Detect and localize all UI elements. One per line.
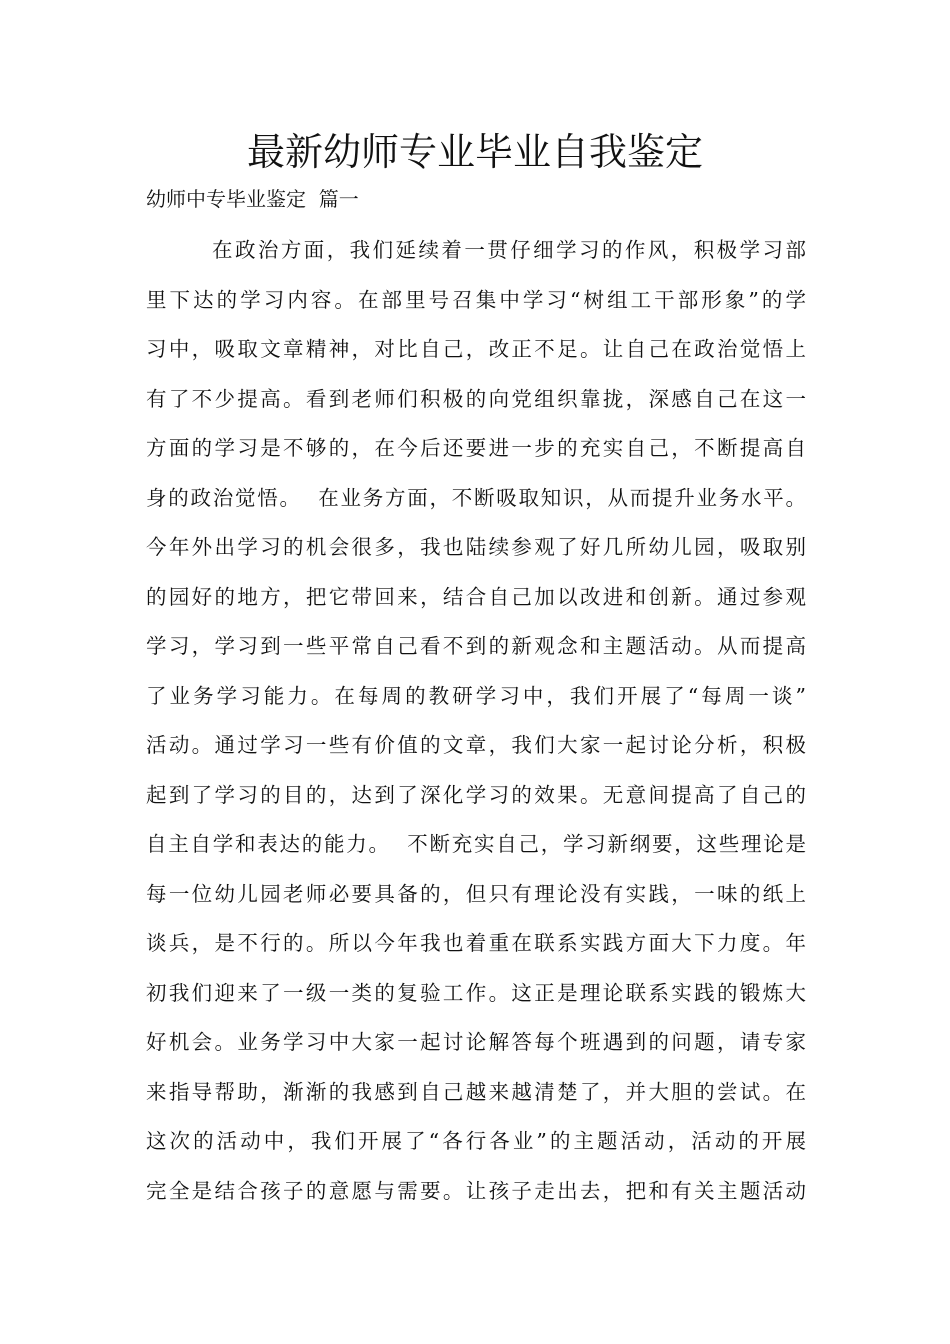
text-line: 学习，学习到一些平常自己看不到的新观念和主题活动。从而提高 — [146, 634, 806, 658]
page-title: 最新幼师专业毕业自我鉴定 — [246, 130, 703, 174]
text-line: 每一位幼儿园老师必要具备的，但只有理论没有实践，一味的纸上 — [146, 881, 806, 906]
text-line: 有了不少提高。看到老师们积极的向党组织靠拢，深感自己在这一 — [146, 386, 806, 411]
text-line: 里下达的学习内容。在部里号召集中学习“树组工干部形象”的学 — [146, 287, 806, 312]
body-text — [146, 234, 806, 1224]
text-line: 初我们迎来了一级一类的复验工作。这正是理论联系实践的锻炼大 — [146, 980, 806, 1005]
text-line: 这次的活动中，我们开展了“各行各业”的主题活动，活动的开展 — [146, 1129, 806, 1153]
text-line: 了业务学习能力。在每周的教研学习中，我们开展了“每周一谈” — [146, 683, 806, 708]
text-line: 好机会。业务学习中大家一起讨论解答每个班遇到的问题，请专家 — [146, 1030, 806, 1054]
text-line: 身的政治觉悟。 在业务方面，不断吸取知识，从而提升业务水平。 — [146, 485, 806, 510]
text-line: 习中，吸取文章精神，对比自己，改正不足。让自己在政治觉悟上 — [146, 337, 806, 361]
text-line: 起到了学习的目的，达到了深化学习的效果。无意间提高了自己的 — [146, 782, 806, 807]
text-line: 的园好的地方，把它带回来，结合自己加以改进和创新。通过参观 — [146, 584, 806, 609]
text-line: 方面的学习是不够的，在今后还要进一步的充实自己，不断提高自 — [146, 436, 806, 460]
text-line: 今年外出学习的机会很多，我也陆续参观了好几所幼儿园，吸取别 — [146, 535, 806, 559]
text-line: 完全是结合孩子的意愿与需要。让孩子走出去，把和有关主题活动 — [146, 1178, 806, 1203]
text-line: 来指导帮助，渐渐的我感到自己越来越清楚了，并大胆的尝试。在 — [146, 1079, 806, 1104]
text-line: 在政治方面，我们延续着一贯仔细学习的作风，积极学习部 — [212, 238, 806, 262]
section-heading: 幼师中专毕业鉴定 篇一 — [146, 187, 359, 211]
text-line: 活动。通过学习一些有价值的文章，我们大家一起讨论分析，积极 — [146, 733, 806, 757]
text-line: 谈兵，是不行的。所以今年我也着重在联系实践方面大下力度。年 — [146, 931, 806, 955]
text-line: 自主自学和表达的能力。 不断充实自己，学习新纲要，这些理论是 — [146, 832, 806, 856]
